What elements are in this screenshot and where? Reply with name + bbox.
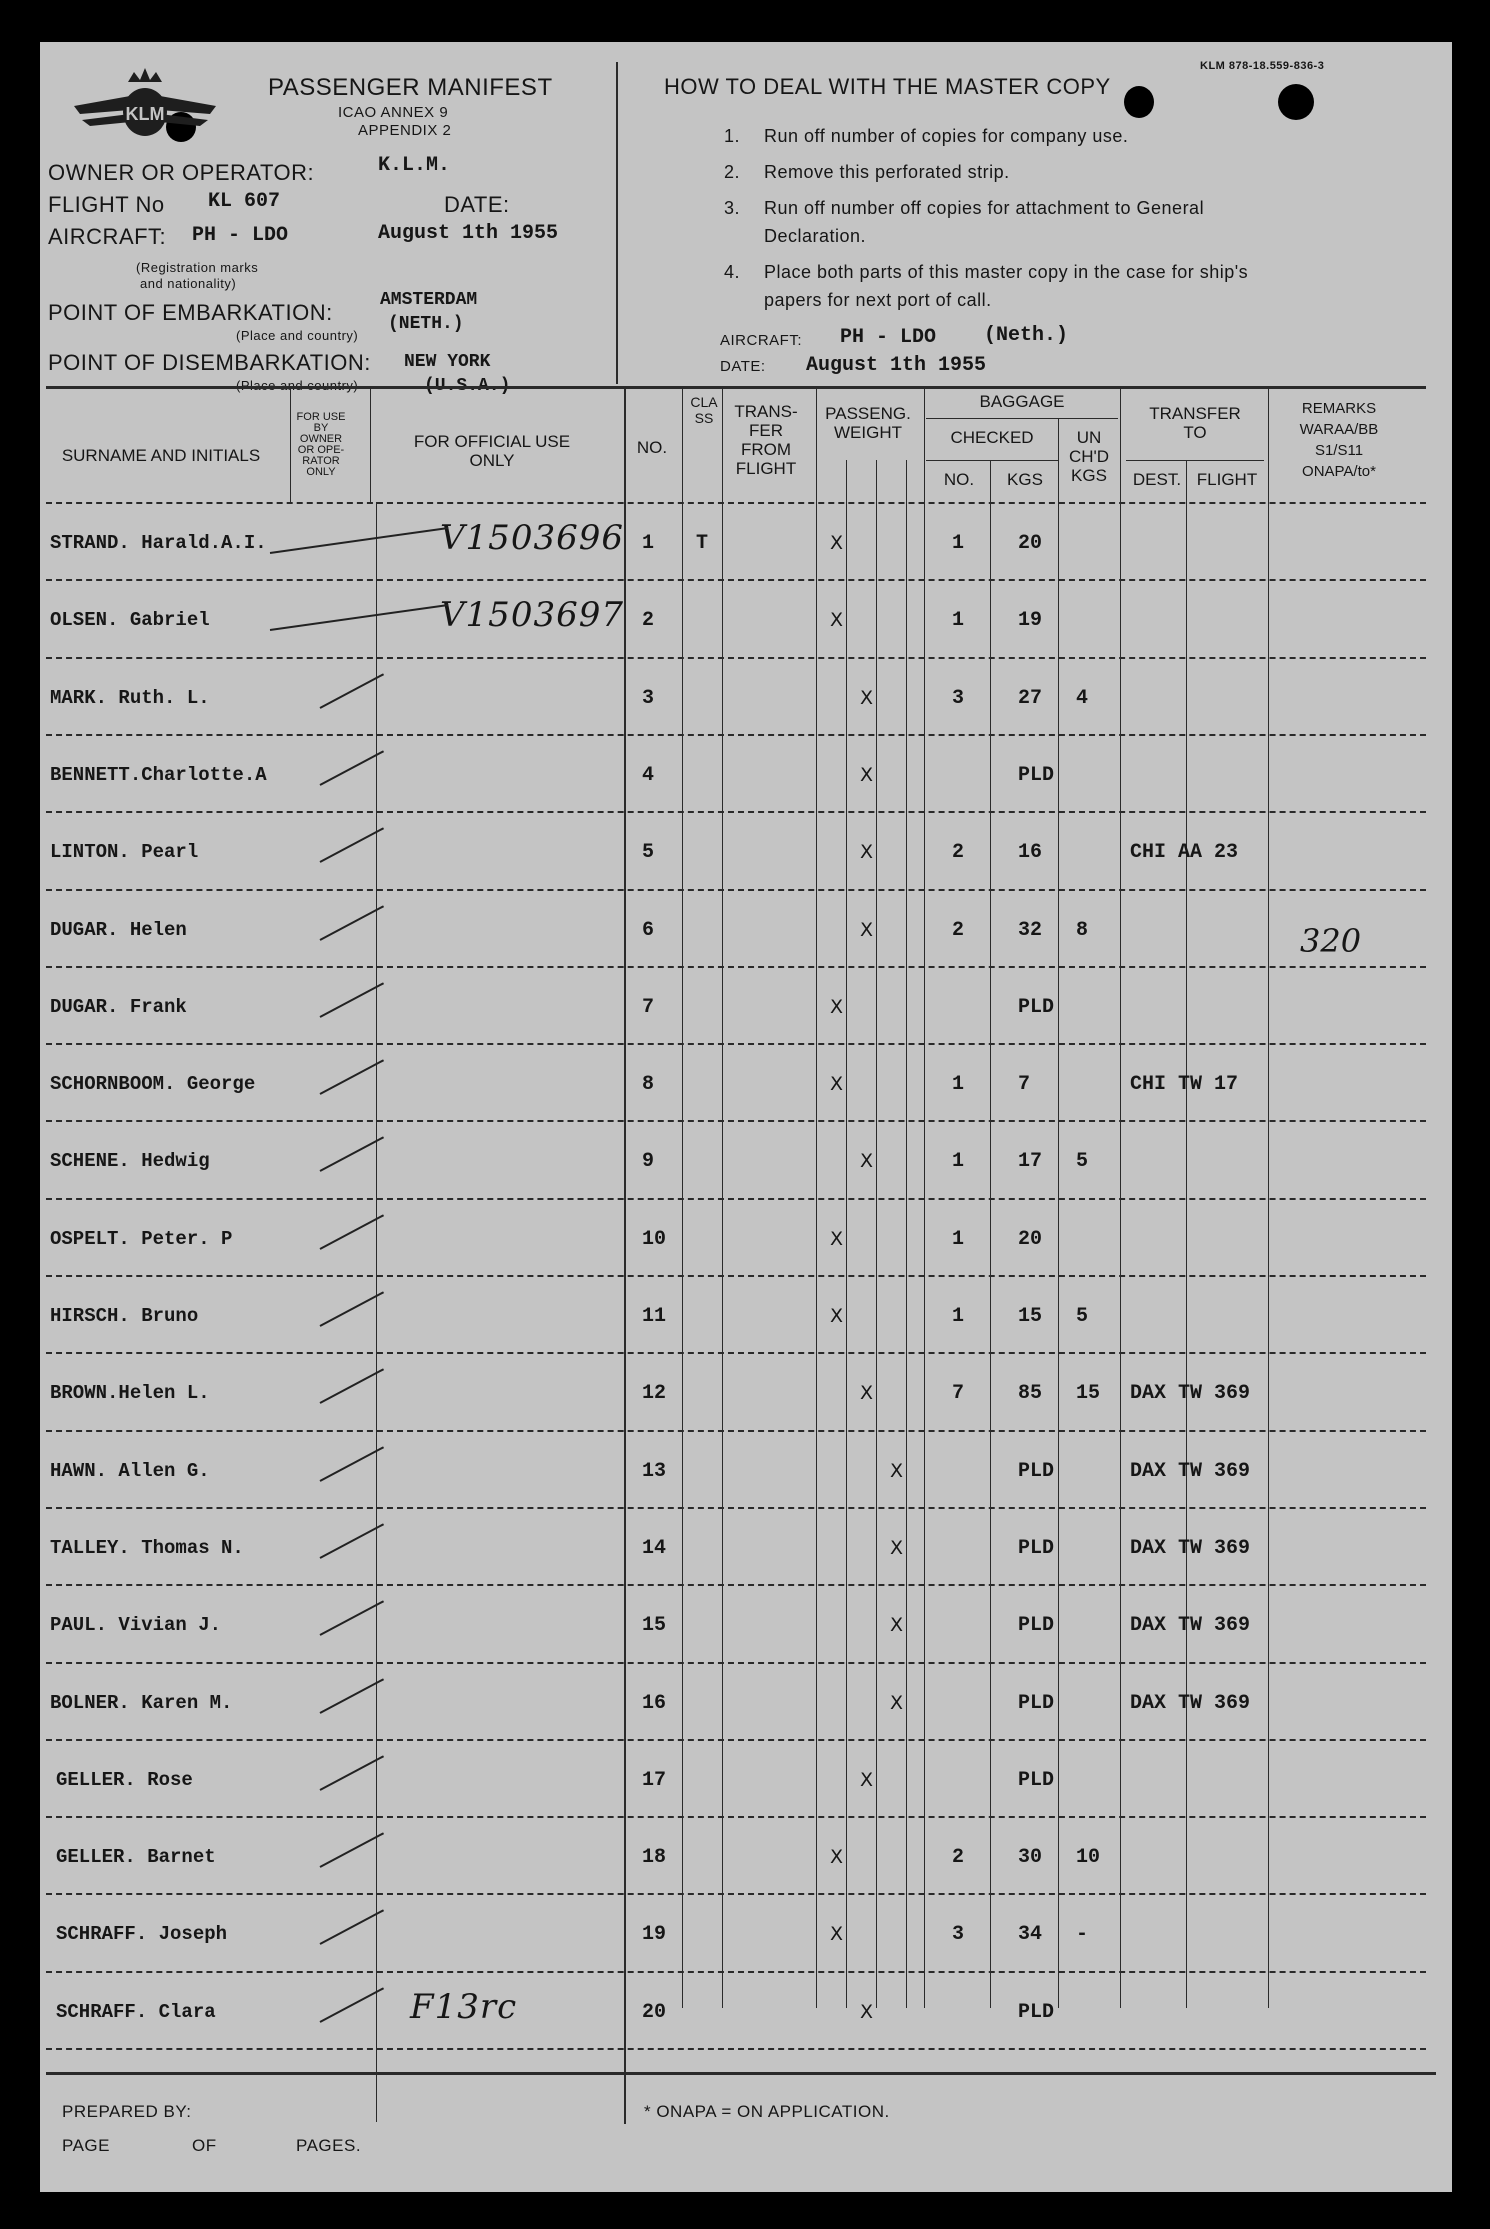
instruction-text: Remove this perforated strip. [764, 162, 1010, 182]
col-transfer-from: TRANS- FER FROM FLIGHT [734, 402, 798, 478]
passenger-no: 14 [642, 1536, 667, 1560]
col-no: NO. [636, 438, 668, 457]
row-divider [46, 579, 1426, 581]
weight-mark: X [830, 532, 844, 554]
col-kgs: KGS [1007, 470, 1043, 489]
klm-crown-logo-icon [70, 64, 220, 146]
weight-mark: X [890, 1459, 904, 1482]
of-label: OF [192, 2136, 217, 2155]
passenger-no: 17 [642, 1768, 667, 1792]
baggage-kgs: 27 [1018, 686, 1043, 710]
owner-value: K.L.M. [378, 154, 451, 177]
instruction-num: 2. [724, 162, 741, 182]
disembarkation-city: NEW YORK [404, 352, 491, 372]
baggage-kgs: 32 [1018, 918, 1043, 942]
official-use-entry: V1503696 [440, 518, 624, 558]
table-top-line [46, 386, 1426, 389]
place-note: (Place and country) [236, 378, 359, 393]
passenger-no: 2 [642, 609, 655, 633]
passenger-no: 3 [642, 686, 655, 710]
weight-mark: X [830, 1305, 844, 1327]
row-divider [46, 1893, 1426, 1895]
baggage-kgs: 20 [1018, 532, 1043, 555]
instr-date-value: August 1th 1955 [806, 354, 987, 377]
col-official-use: FOR OFFICIAL USE ONLY [413, 432, 571, 470]
weight-mark: X [860, 841, 874, 864]
col-surname: SURNAME AND INITIALS [61, 446, 261, 465]
transfer-to: CHI AA 23 [1130, 841, 1239, 865]
checked-sub-line [926, 460, 1058, 461]
passenger-no: 7 [642, 995, 655, 1019]
passenger-name: GELLER. Rose [56, 1768, 193, 1791]
baggage-no: 3 [952, 1923, 965, 1947]
weight-mark: X [860, 2000, 874, 2023]
baggage-no: 1 [952, 1073, 965, 1097]
official-use-entry: F13rc [410, 1986, 518, 2027]
passenger-name: SCHRAFF. Clara [56, 2000, 216, 2023]
header-divider [616, 62, 618, 384]
col-unchd: UN CH'D KGS [1068, 428, 1110, 485]
baggage-kgs: 34 [1018, 1923, 1043, 1947]
flight-value: KL 607 [208, 190, 281, 213]
baggage-kgs: PLD [1018, 1614, 1055, 1638]
row-divider [46, 1739, 1426, 1741]
transfer-to: DAX TW 369 [1130, 1459, 1251, 1483]
disembarkation-country: (U.S.A.) [424, 376, 511, 396]
remarks-note: 320 [1300, 922, 1362, 960]
baggage-kgs: 7 [1018, 1073, 1031, 1097]
weight-mark: X [860, 686, 874, 709]
passenger-name: DUGAR. Frank [50, 995, 187, 1018]
registration-note-1: (Registration marks [136, 260, 259, 275]
baggage-no: 1 [952, 1150, 965, 1174]
baggage-no: 2 [952, 841, 965, 865]
row-divider [46, 2048, 1426, 2050]
baggage-no: 1 [952, 532, 965, 555]
row-divider [46, 1120, 1426, 1122]
col-rule [876, 460, 877, 2008]
check-tick [320, 1137, 385, 1173]
baggage-kgs: 30 [1018, 1846, 1043, 1870]
instruction-text: papers for next port of call. [764, 290, 992, 310]
aircraft-value: PH - LDO [192, 224, 289, 247]
row-divider [46, 1971, 1426, 1973]
appendix-label: APPENDIX 2 [358, 122, 452, 139]
manifest-title: PASSENGER MANIFEST [268, 74, 553, 101]
check-tick [320, 1910, 385, 1946]
row-divider [46, 889, 1426, 891]
row-divider [46, 1662, 1426, 1664]
passenger-no: 13 [642, 1459, 667, 1483]
punch-hole [1278, 84, 1314, 120]
passenger-name: OLSEN. Gabriel [50, 609, 210, 632]
date-label: DATE: [444, 192, 510, 217]
place-note: (Place and country) [236, 328, 359, 343]
passenger-no: 16 [642, 1691, 667, 1715]
passenger-name: DUGAR. Helen [50, 918, 187, 941]
manifest-sheet [40, 42, 1452, 2192]
disembarkation-label: POINT OF DISEMBARKATION: [48, 350, 371, 375]
check-tick [320, 905, 385, 941]
baggage-kgs: PLD [1018, 1459, 1055, 1483]
weight-mark: X [860, 1382, 874, 1405]
check-tick [270, 604, 449, 631]
col-remarks: REMARKS WARAA/BB S1/S11 ONAPA/to* [1299, 400, 1379, 480]
row-divider [46, 1430, 1426, 1432]
passenger-name: HIRSCH. Bruno [50, 1305, 199, 1327]
passenger-name: BROWN.Helen L. [50, 1382, 210, 1405]
row-divider [46, 1198, 1426, 1200]
check-tick [320, 1369, 385, 1405]
instruction-num: 1. [724, 126, 741, 146]
weight-mark: X [830, 995, 844, 1018]
row-divider [46, 1507, 1426, 1509]
col-for-use: FOR USE BY OWNER OR OPE- RATOR ONLY [296, 411, 346, 478]
passenger-name: LINTON. Pearl [50, 841, 199, 864]
passenger-no: 19 [642, 1923, 667, 1947]
passenger-name: TALLEY. Thomas N. [50, 1536, 244, 1559]
col-rule [990, 460, 991, 2008]
col-rule [370, 388, 371, 502]
baggage-no: 2 [952, 918, 965, 942]
passenger-no: 15 [642, 1614, 667, 1638]
baggage-kgs: 15 [1018, 1305, 1043, 1328]
passenger-no: 20 [642, 2000, 667, 2024]
passenger-name: PAUL. Vivian J. [50, 1614, 222, 1637]
weight-mark: X [890, 1691, 904, 1714]
baggage-sub-line [926, 418, 1118, 419]
row-divider [46, 811, 1426, 813]
check-tick [320, 673, 385, 709]
instruction-text: Declaration. [764, 226, 867, 246]
passenger-no: 10 [642, 1227, 667, 1251]
check-tick [270, 527, 449, 554]
passenger-no: 8 [642, 1073, 655, 1097]
unchecked-kgs: 15 [1076, 1382, 1101, 1406]
check-tick [320, 1446, 385, 1482]
baggage-kgs: PLD [1018, 995, 1055, 1019]
passenger-no: 18 [642, 1846, 667, 1870]
row-divider [46, 966, 1426, 968]
col-checked: CHECKED [950, 428, 1034, 447]
instructions-title: HOW TO DEAL WITH THE MASTER COPY [664, 74, 1111, 99]
check-tick [320, 1523, 385, 1559]
page-label: PAGE [62, 2136, 110, 2155]
registration-note-2: and nationality) [140, 276, 237, 291]
col-rule [290, 388, 291, 502]
aircraft-label: AIRCRAFT: [48, 224, 167, 249]
baggage-kgs: PLD [1018, 1691, 1055, 1715]
instruction-num: 4. [724, 262, 741, 282]
weight-mark: X [830, 1846, 844, 1869]
passenger-no: 9 [642, 1150, 655, 1174]
weight-mark: X [860, 918, 874, 941]
date-value: August 1th 1955 [378, 222, 559, 245]
passenger-name: OSPELT. Peter. P [50, 1227, 233, 1250]
transfer-sub-line [1126, 460, 1264, 461]
svg-text:KLM: KLM [125, 104, 165, 124]
instr-aircraft-label: AIRCRAFT: [720, 332, 803, 349]
baggage-no: 7 [952, 1382, 965, 1406]
passenger-name: MARK. Ruth. L. [50, 686, 210, 709]
instruction-num: 3. [724, 198, 741, 218]
baggage-kgs: PLD [1018, 2000, 1055, 2024]
transfer-to: CHI TW 17 [1130, 1073, 1239, 1097]
official-use-entry: V1503697 [440, 595, 624, 636]
weight-mark: X [860, 1768, 874, 1791]
baggage-kgs: 20 [1018, 1227, 1043, 1251]
footer-top-line [46, 2072, 1436, 2075]
embarkation-city: AMSTERDAM [380, 290, 478, 310]
col-rule [1186, 460, 1187, 2008]
unchecked-kgs: 4 [1076, 686, 1089, 710]
baggage-kgs: 85 [1018, 1382, 1043, 1406]
table-header-bottom-line [46, 502, 1426, 504]
passenger-name: HAWN. Allen G. [50, 1459, 210, 1482]
form-code: KLM 878-18.559-836-3 [1200, 60, 1325, 72]
embarkation-label: POINT OF EMBARKATION: [48, 300, 333, 325]
transfer-to: DAX TW 369 [1130, 1691, 1251, 1715]
row-divider [46, 734, 1426, 736]
check-tick [320, 750, 385, 786]
col-rule [624, 388, 626, 2124]
passenger-name: GELLER. Barnet [56, 1846, 216, 1869]
unchecked-kgs: 10 [1076, 1846, 1101, 1870]
col-transfer-to: TRANSFER TO [1149, 404, 1241, 442]
instruction-text: Run off number off copies for attachment to General [764, 198, 1205, 218]
flight-label: FLIGHT No [48, 192, 165, 217]
col-bag-no: NO. [943, 470, 975, 489]
weight-mark: X [860, 1150, 874, 1173]
col-rule [376, 502, 377, 2122]
check-tick [320, 1832, 385, 1868]
unchecked-kgs: 5 [1076, 1150, 1089, 1174]
check-tick [320, 982, 385, 1018]
passenger-name: BOLNER. Karen M. [50, 1691, 233, 1714]
baggage-no: 2 [952, 1846, 965, 1870]
instr-aircraft-country: (Neth.) [984, 324, 1069, 347]
check-tick [320, 1601, 385, 1637]
instruction-text: Place both parts of this master copy in the case for ship's [764, 262, 1249, 282]
row-divider [46, 657, 1426, 659]
col-rule [846, 460, 847, 2008]
pages-label: PAGES. [296, 2136, 362, 2155]
embarkation-country: (NETH.) [388, 314, 464, 334]
transfer-to: DAX TW 369 [1130, 1382, 1251, 1406]
baggage-no: 1 [952, 1227, 965, 1251]
passenger-no: 11 [642, 1305, 667, 1328]
row-divider [46, 1584, 1426, 1586]
passenger-name: SCHORNBOOM. George [50, 1073, 256, 1096]
row-divider [46, 1275, 1426, 1277]
instr-aircraft-value: PH - LDO [840, 326, 937, 349]
col-dest: DEST. [1132, 470, 1182, 489]
unchecked-kgs: 5 [1076, 1305, 1089, 1328]
row-divider [46, 1043, 1426, 1045]
check-tick [320, 1059, 385, 1095]
transfer-to: DAX TW 369 [1130, 1614, 1251, 1638]
check-tick [320, 1214, 385, 1250]
col-passeng-weight: PASSENG. WEIGHT [825, 404, 911, 442]
baggage-kgs: 17 [1018, 1150, 1043, 1174]
passenger-name: SCHRAFF. Joseph [56, 1923, 228, 1946]
passenger-no: 12 [642, 1382, 667, 1406]
row-divider [46, 1816, 1426, 1818]
punch-hole [1124, 86, 1154, 118]
unchecked-kgs: - [1076, 1923, 1089, 1947]
passenger-name: STRAND. Harald.A.I. [50, 532, 267, 554]
instr-date-label: DATE: [720, 358, 766, 375]
weight-mark: X [890, 1614, 904, 1637]
passenger-name: BENNETT.Charlotte.A [50, 763, 267, 786]
baggage-kgs: 19 [1018, 609, 1043, 633]
passenger-no: 4 [642, 763, 655, 787]
instruction-text: Run off number of copies for company use. [764, 126, 1129, 146]
passenger-no: 1 [642, 532, 655, 555]
col-class: CLASS [690, 394, 718, 426]
transfer-to: DAX TW 369 [1130, 1536, 1251, 1560]
weight-mark: X [890, 1536, 904, 1559]
prepared-by-label: PREPARED BY: [62, 2102, 192, 2121]
onapa-note: * ONAPA = ON APPLICATION. [644, 2102, 890, 2121]
col-flight: FLIGHT [1196, 470, 1258, 489]
passenger-no: 5 [642, 841, 655, 865]
col-baggage: BAGGAGE [979, 392, 1065, 411]
baggage-no: 3 [952, 686, 965, 710]
check-tick [320, 1678, 385, 1714]
check-tick [320, 1291, 385, 1327]
weight-mark: X [830, 1227, 844, 1250]
unchecked-kgs: 8 [1076, 918, 1089, 942]
passenger-no: 6 [642, 918, 655, 942]
check-tick [320, 1987, 385, 2023]
baggage-kgs: PLD [1018, 1536, 1055, 1560]
passenger-name: SCHENE. Hedwig [50, 1150, 210, 1173]
baggage-kgs: 16 [1018, 841, 1043, 865]
baggage-kgs: PLD [1018, 763, 1055, 787]
annex-label: ICAO ANNEX 9 [338, 104, 449, 121]
weight-mark: X [830, 1073, 844, 1096]
weight-mark: X [830, 1923, 844, 1946]
passenger-class: T [696, 532, 709, 555]
owner-label: OWNER OR OPERATOR: [48, 160, 315, 185]
baggage-no: 1 [952, 609, 965, 633]
weight-mark: X [860, 763, 874, 786]
check-tick [320, 828, 385, 864]
col-rule [906, 460, 907, 2008]
row-divider [46, 1352, 1426, 1354]
baggage-no: 1 [952, 1305, 965, 1328]
weight-mark: X [830, 609, 844, 632]
check-tick [320, 1755, 385, 1791]
baggage-kgs: PLD [1018, 1768, 1055, 1792]
